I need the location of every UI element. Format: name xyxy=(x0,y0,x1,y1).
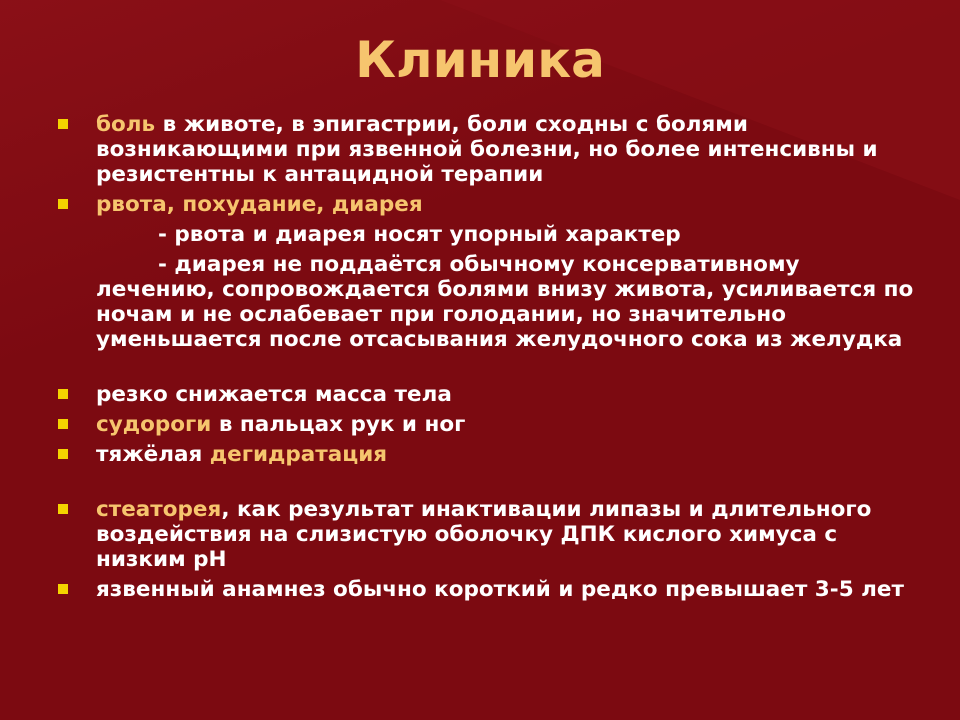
item-text: в пальцах рук и ног xyxy=(211,412,466,437)
list-item-cramps xyxy=(58,412,918,437)
term-dehydration: дегидратация xyxy=(209,442,388,467)
term-cramps: судороги xyxy=(96,412,212,437)
term-pain: боль xyxy=(96,112,156,137)
square-bullet-icon xyxy=(58,584,68,594)
square-bullet-icon xyxy=(58,504,68,514)
list-item-steatorrhea xyxy=(58,497,918,572)
sub-item-2 xyxy=(58,252,918,352)
sub-item-text: - рвота и диарея носят упорный характер xyxy=(158,222,681,247)
sub-item-text: - диарея не поддаётся обычному консервативному лечению, сопровождается болями внизу живота, усиливается по ночам и не ослабевает при голодании, но значительно уменьшается после отсасывания желудочного сока из желудка xyxy=(96,252,914,352)
item-text: резко снижается масса тела xyxy=(96,382,452,407)
term-steatorrhea: стеаторея xyxy=(96,497,222,522)
item-text: в животе, в эпигастрии, боли сходны с болями возникающими при язвенной болезни, но более интенсивны и резистентны к антацидной терапии xyxy=(96,112,878,187)
item-text: тяжёлая xyxy=(96,442,210,467)
list-item-weight xyxy=(58,382,918,407)
item-text: язвенный анамнез обычно короткий и редко превышает 3-5 лет xyxy=(96,577,904,602)
square-bullet-icon xyxy=(58,419,68,429)
square-bullet-icon xyxy=(58,389,68,399)
item-text: , как результат инактивации липазы и длительного воздействия на слизистую оболочку ДПК кислого химуса с низким рН xyxy=(96,497,872,572)
square-bullet-icon xyxy=(58,199,68,209)
slide-content xyxy=(58,112,918,602)
sub-item-1 xyxy=(58,222,918,247)
term-vomiting: рвота, похудание, диарея xyxy=(96,192,423,217)
square-bullet-icon xyxy=(58,119,68,129)
square-bullet-icon xyxy=(58,449,68,459)
list-item-vomiting xyxy=(58,192,918,217)
list-item-ulcer-history xyxy=(58,577,918,602)
slide-title: Клиника xyxy=(355,31,605,89)
list-item-dehydration xyxy=(58,442,918,467)
list-item-pain xyxy=(58,112,918,187)
